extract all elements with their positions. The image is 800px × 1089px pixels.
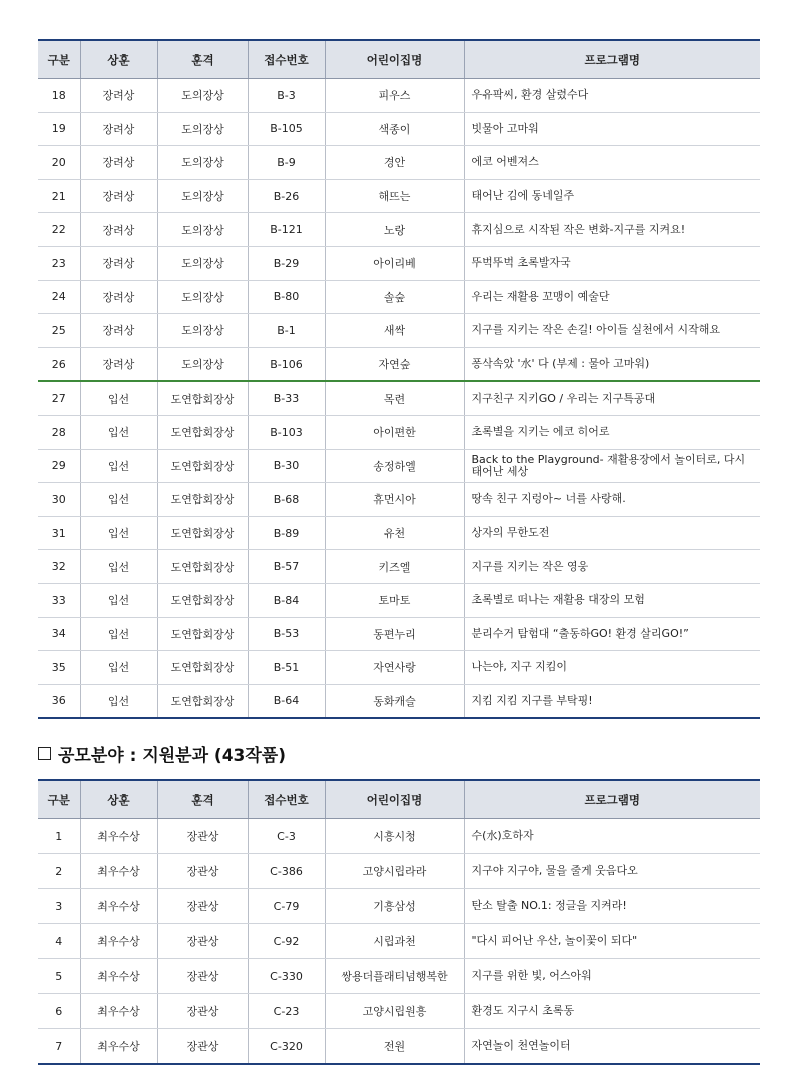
cell-number: 33	[38, 583, 80, 617]
cell-honor: 도의장상	[157, 79, 248, 113]
cell-award: 입선	[80, 583, 157, 617]
cell-number: 31	[38, 516, 80, 550]
table-row	[38, 617, 760, 651]
cell-program-name: 휴지심으로 시작된 작은 변화-지구를 지켜요!	[464, 213, 760, 247]
table-row	[38, 179, 760, 213]
cell-award: 입선	[80, 684, 157, 718]
cell-honor: 도연합회장상	[157, 483, 248, 517]
table-row	[38, 213, 760, 247]
col-header-number: 구분	[38, 40, 80, 79]
cell-number: 35	[38, 651, 80, 685]
cell-program-name: 탄소 탈출 NO.1: 정글을 지켜라!	[464, 889, 760, 924]
cell-honor: 도의장상	[157, 213, 248, 247]
cell-entry-id: C-92	[248, 924, 325, 959]
cell-program-name: 지구를 지키는 작은 영웅	[464, 550, 760, 584]
cell-entry-id: B-1	[248, 314, 325, 348]
table-row	[38, 1029, 760, 1065]
cell-number: 28	[38, 415, 80, 449]
cell-number: 6	[38, 994, 80, 1029]
cell-program-name: 환경도 지구시 초록동	[464, 994, 760, 1029]
cell-number: 5	[38, 959, 80, 994]
cell-number: 34	[38, 617, 80, 651]
table-row	[38, 483, 760, 517]
cell-daycare-name: 해뜨는	[325, 179, 464, 213]
cell-program-name: 우리는 재활용 꼬맹이 예술단	[464, 280, 760, 314]
cell-award: 최우수상	[80, 854, 157, 889]
col-header-entry-id: 접수번호	[248, 780, 325, 819]
cell-award: 장려상	[80, 79, 157, 113]
cell-honor: 도의장상	[157, 146, 248, 180]
cell-number: 22	[38, 213, 80, 247]
col-header-honor: 훈격	[157, 40, 248, 79]
cell-honor: 도의장상	[157, 280, 248, 314]
cell-daycare-name: 송정하엘	[325, 449, 464, 483]
cell-award: 장려상	[80, 146, 157, 180]
table-header-row	[38, 780, 760, 819]
cell-program-name: 뚜벅뚜벅 초록발자국	[464, 246, 760, 280]
table-row	[38, 924, 760, 959]
cell-daycare-name: 아이리베	[325, 246, 464, 280]
cell-entry-id: B-33	[248, 381, 325, 415]
cell-number: 4	[38, 924, 80, 959]
cell-daycare-name: 고양시립라라	[325, 854, 464, 889]
cell-number: 24	[38, 280, 80, 314]
section-heading-text: 공모분야 : 지원분과 (43작품)	[58, 746, 286, 766]
cell-number: 18	[38, 79, 80, 113]
checkbox-square-icon	[38, 747, 51, 760]
cell-award: 최우수상	[80, 889, 157, 924]
col-header-program-name: 프로그램명	[464, 40, 760, 79]
cell-entry-id: B-68	[248, 483, 325, 517]
cell-award: 장려상	[80, 112, 157, 146]
cell-daycare-name: 자연사랑	[325, 651, 464, 685]
cell-honor: 도연합회장상	[157, 617, 248, 651]
cell-award: 장려상	[80, 314, 157, 348]
col-header-number: 구분	[38, 780, 80, 819]
cell-daycare-name: 아이편한	[325, 415, 464, 449]
cell-number: 30	[38, 483, 80, 517]
cell-honor: 장관상	[157, 994, 248, 1029]
cell-honor: 도연합회장상	[157, 651, 248, 685]
cell-program-name: 지구친구 지키GO / 우리는 지구특공대	[464, 381, 760, 415]
table-row	[38, 959, 760, 994]
cell-entry-id: C-320	[248, 1029, 325, 1065]
cell-honor: 도연합회장상	[157, 381, 248, 415]
cell-number: 3	[38, 889, 80, 924]
cell-number: 26	[38, 347, 80, 381]
cell-entry-id: B-80	[248, 280, 325, 314]
cell-entry-id: B-26	[248, 179, 325, 213]
cell-honor: 도연합회장상	[157, 583, 248, 617]
cell-award: 입선	[80, 449, 157, 483]
cell-honor: 도의장상	[157, 314, 248, 348]
cell-entry-id: C-386	[248, 854, 325, 889]
cell-number: 29	[38, 449, 80, 483]
cell-program-name: 나는야, 지구 지킴이	[464, 651, 760, 685]
cell-honor: 도연합회장상	[157, 550, 248, 584]
cell-honor: 도의장상	[157, 179, 248, 213]
cell-daycare-name: 기흥삼성	[325, 889, 464, 924]
cell-number: 27	[38, 381, 80, 415]
cell-program-name: 지구를 지키는 작은 손길! 아이들 실천에서 시작해요	[464, 314, 760, 348]
cell-entry-id: B-30	[248, 449, 325, 483]
cell-daycare-name: 동편누리	[325, 617, 464, 651]
cell-entry-id: B-29	[248, 246, 325, 280]
cell-daycare-name: 쌍용더플래티넘행복한	[325, 959, 464, 994]
cell-program-name: Back to the Playground- 재활용장에서 놀이터로, 다시 태어난 세상	[464, 449, 760, 483]
cell-daycare-name: 피우스	[325, 79, 464, 113]
cell-entry-id: B-64	[248, 684, 325, 718]
cell-daycare-name: 색종이	[325, 112, 464, 146]
cell-honor: 도의장상	[157, 246, 248, 280]
cell-award: 최우수상	[80, 994, 157, 1029]
table-row	[38, 550, 760, 584]
table-row	[38, 146, 760, 180]
cell-daycare-name: 동화캐슬	[325, 684, 464, 718]
cell-program-name: 태어난 김에 동네일주	[464, 179, 760, 213]
cell-honor: 도연합회장상	[157, 516, 248, 550]
cell-number: 2	[38, 854, 80, 889]
table-row	[38, 246, 760, 280]
table-row	[38, 651, 760, 685]
table-row	[38, 314, 760, 348]
cell-entry-id: B-121	[248, 213, 325, 247]
col-header-honor: 훈격	[157, 780, 248, 819]
cell-honor: 장관상	[157, 854, 248, 889]
cell-entry-id: C-79	[248, 889, 325, 924]
cell-award: 장려상	[80, 347, 157, 381]
table-row	[38, 381, 760, 415]
cell-award: 최우수상	[80, 924, 157, 959]
cell-daycare-name: 경안	[325, 146, 464, 180]
cell-honor: 장관상	[157, 924, 248, 959]
col-header-award: 상훈	[80, 40, 157, 79]
table-row	[38, 583, 760, 617]
cell-honor: 도연합회장상	[157, 449, 248, 483]
cell-daycare-name: 솔숲	[325, 280, 464, 314]
col-header-entry-id: 접수번호	[248, 40, 325, 79]
table-row	[38, 684, 760, 718]
col-header-daycare-name: 어린이집명	[325, 40, 464, 79]
cell-number: 20	[38, 146, 80, 180]
cell-daycare-name: 목련	[325, 381, 464, 415]
table-row	[38, 889, 760, 924]
cell-entry-id: B-103	[248, 415, 325, 449]
cell-program-name: 우유팍씨, 환경 살렸수다	[464, 79, 760, 113]
cell-entry-id: C-3	[248, 819, 325, 854]
cell-daycare-name: 유천	[325, 516, 464, 550]
cell-award: 입선	[80, 483, 157, 517]
cell-number: 1	[38, 819, 80, 854]
cell-entry-id: B-53	[248, 617, 325, 651]
table-header-row	[38, 40, 760, 79]
cell-program-name: 지킴 지킴 지구를 부탁핑!	[464, 684, 760, 718]
cell-program-name: 초록별을 지키는 에코 히어로	[464, 415, 760, 449]
cell-daycare-name: 고양시립원흥	[325, 994, 464, 1029]
cell-entry-id: B-105	[248, 112, 325, 146]
section-heading	[38, 741, 286, 766]
cell-honor: 장관상	[157, 959, 248, 994]
cell-program-name: 수(水)호하자	[464, 819, 760, 854]
cell-program-name: 상자의 무한도전	[464, 516, 760, 550]
cell-program-name: 에코 어벤져스	[464, 146, 760, 180]
table-row	[38, 112, 760, 146]
cell-program-name: 초록별로 떠나는 재활용 대장의 모험	[464, 583, 760, 617]
col-header-daycare-name: 어린이집명	[325, 780, 464, 819]
cell-entry-id: B-3	[248, 79, 325, 113]
cell-award: 최우수상	[80, 819, 157, 854]
cell-award: 입선	[80, 550, 157, 584]
cell-daycare-name: 시립과천	[325, 924, 464, 959]
cell-entry-id: B-106	[248, 347, 325, 381]
cell-honor: 도연합회장상	[157, 684, 248, 718]
cell-number: 7	[38, 1029, 80, 1065]
cell-daycare-name: 전원	[325, 1029, 464, 1065]
cell-honor: 도연합회장상	[157, 415, 248, 449]
cell-award: 입선	[80, 381, 157, 415]
cell-number: 32	[38, 550, 80, 584]
cell-honor: 장관상	[157, 889, 248, 924]
cell-program-name: "다시 피어난 우산, 놀이꽃이 되다"	[464, 924, 760, 959]
cell-entry-id: B-51	[248, 651, 325, 685]
cell-honor: 도의장상	[157, 112, 248, 146]
cell-program-name: 땅속 친구 지렁아~ 너를 사랑해.	[464, 483, 760, 517]
cell-number: 19	[38, 112, 80, 146]
table-row	[38, 819, 760, 854]
cell-award: 입선	[80, 617, 157, 651]
table-row	[38, 79, 760, 113]
table-row	[38, 415, 760, 449]
cell-award: 장려상	[80, 213, 157, 247]
cell-program-name: 자연놀이 천연놀이터	[464, 1029, 760, 1065]
awards-table-c	[38, 779, 760, 1065]
cell-entry-id: C-330	[248, 959, 325, 994]
cell-honor: 장관상	[157, 819, 248, 854]
cell-entry-id: B-57	[248, 550, 325, 584]
cell-daycare-name: 새싹	[325, 314, 464, 348]
table-row	[38, 994, 760, 1029]
cell-number: 23	[38, 246, 80, 280]
cell-award: 장려상	[80, 246, 157, 280]
awards-table-b	[38, 39, 760, 719]
cell-number: 21	[38, 179, 80, 213]
cell-daycare-name: 토마토	[325, 583, 464, 617]
cell-award: 최우수상	[80, 959, 157, 994]
cell-entry-id: B-84	[248, 583, 325, 617]
cell-entry-id: B-89	[248, 516, 325, 550]
cell-program-name: 빗물아 고마워	[464, 112, 760, 146]
table-row	[38, 516, 760, 550]
table-row	[38, 280, 760, 314]
cell-award: 입선	[80, 415, 157, 449]
col-header-award: 상훈	[80, 780, 157, 819]
cell-daycare-name: 휴먼시아	[325, 483, 464, 517]
cell-program-name: 지구야 지구야, 물을 줄게 웃음다오	[464, 854, 760, 889]
cell-daycare-name: 노랑	[325, 213, 464, 247]
cell-number: 36	[38, 684, 80, 718]
table-row	[38, 347, 760, 381]
cell-award: 입선	[80, 651, 157, 685]
cell-entry-id: B-9	[248, 146, 325, 180]
cell-daycare-name: 시흥시청	[325, 819, 464, 854]
table-row	[38, 854, 760, 889]
cell-number: 25	[38, 314, 80, 348]
cell-award: 입선	[80, 516, 157, 550]
cell-honor: 도의장상	[157, 347, 248, 381]
cell-award: 장려상	[80, 179, 157, 213]
cell-award: 최우수상	[80, 1029, 157, 1065]
table-row	[38, 449, 760, 483]
cell-daycare-name: 키즈엘	[325, 550, 464, 584]
cell-program-name: 지구를 위한 빛, 어스아워	[464, 959, 760, 994]
cell-program-name: 퐁삭속았 '水' 다 (부제 : 물아 고마워)	[464, 347, 760, 381]
cell-daycare-name: 자연숲	[325, 347, 464, 381]
cell-award: 장려상	[80, 280, 157, 314]
cell-entry-id: C-23	[248, 994, 325, 1029]
col-header-program-name: 프로그램명	[464, 780, 760, 819]
cell-program-name: 분리수거 탐험대 “출동하GO! 환경 살리GO!”	[464, 617, 760, 651]
cell-honor: 장관상	[157, 1029, 248, 1065]
